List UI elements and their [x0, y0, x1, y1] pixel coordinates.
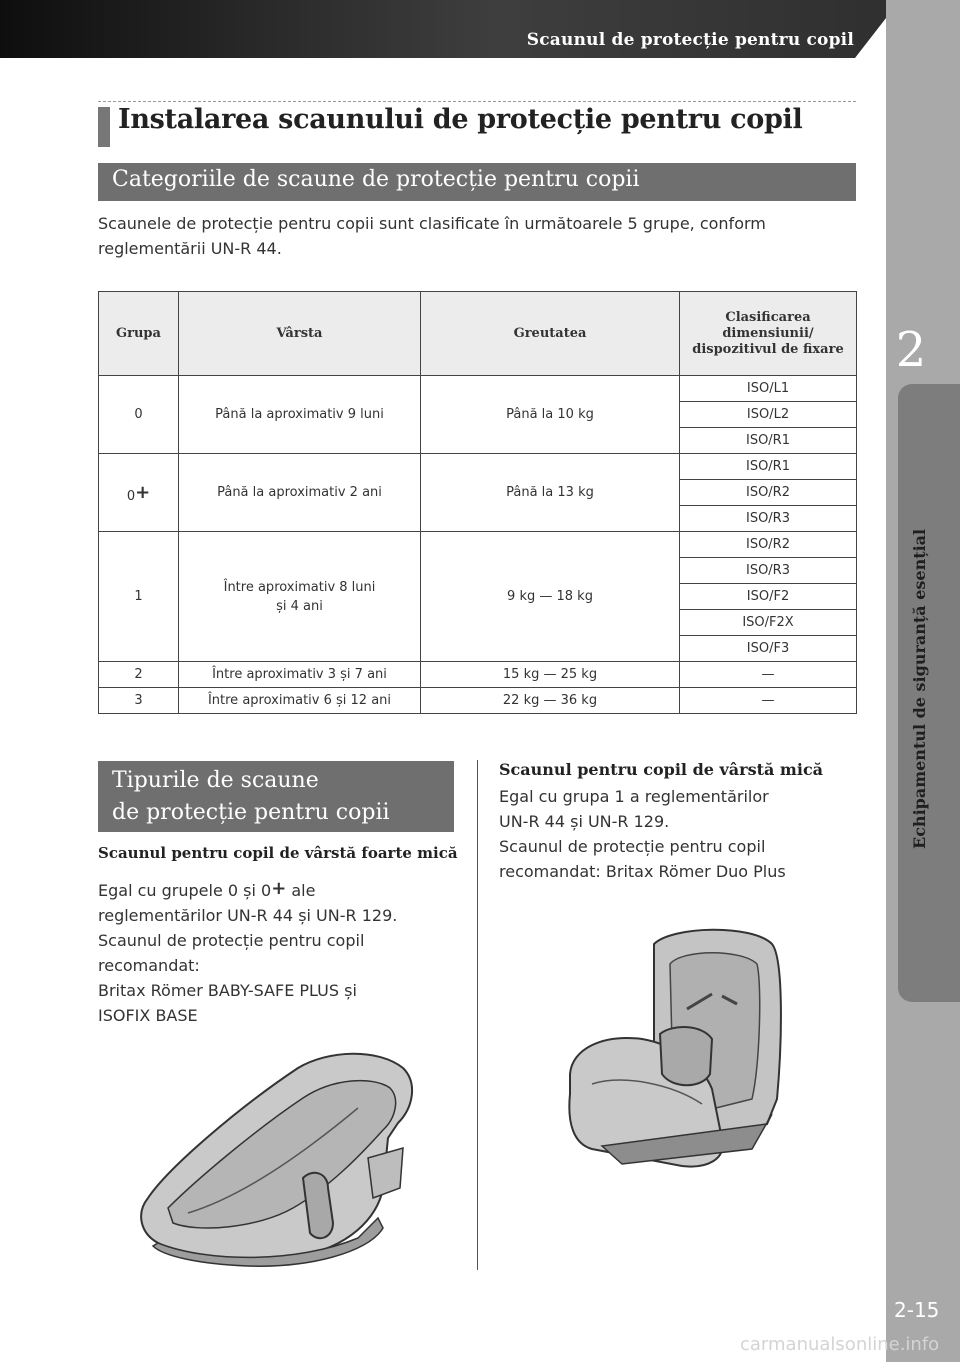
- header-cell: Vârsta: [179, 292, 421, 376]
- infant-seat-title: Scaunul pentru copil de vârstă foarte mică: [98, 844, 458, 862]
- infant-line: recomandat:: [98, 956, 200, 975]
- table-row: [99, 688, 857, 714]
- infant-line: [98, 876, 468, 903]
- running-title: Scaunul de protecție pentru copil: [526, 30, 854, 50]
- table-header-row: [99, 292, 857, 376]
- group-cell: 3: [99, 688, 179, 714]
- age-cell: Până la aproximativ 9 luni: [179, 376, 421, 454]
- infant-line: Scaunul de protecție pentru copil: [98, 931, 365, 950]
- iso-cell: —: [680, 688, 857, 714]
- weight-cell: 22 kg — 36 kg: [421, 688, 680, 714]
- iso-cell: ISO/F2: [680, 584, 857, 610]
- toddler-seat-title: Scaunul pentru copil de vârstă mică: [499, 760, 824, 779]
- age-cell: Între aproximativ 8 luni și 4 ani: [179, 532, 421, 662]
- weight-cell: 15 kg — 25 kg: [421, 662, 680, 688]
- page-title: Instalarea scaunului de protecție pentru copil: [118, 104, 803, 135]
- heading-marker: [98, 107, 110, 147]
- iso-cell: ISO/R1: [680, 428, 857, 454]
- toddler-line: recomandat: Britax Römer Duo Plus: [499, 862, 786, 881]
- group-value: 0: [126, 488, 136, 504]
- iso-cell: ISO/R3: [680, 506, 857, 532]
- toddler-line: UN-R 44 și UN-R 129.: [499, 812, 670, 831]
- types-heading-box: [98, 761, 454, 832]
- group-cell: 0: [99, 376, 179, 454]
- types-heading-line1: Tipurile de scaune: [112, 768, 319, 793]
- infant-line: reglementărilor UN-R 44 și UN-R 129.: [98, 906, 398, 925]
- watermark: carmanualsonline.info: [740, 1334, 940, 1355]
- header-cell: Clasificarea dimensiunii/ dispozitivul de fixare: [680, 292, 857, 376]
- iso-cell: ISO/R2: [680, 532, 857, 558]
- page-number: 2-15: [894, 1298, 940, 1322]
- section-heading-box: [98, 163, 856, 201]
- section-heading: Categoriile de scaune de protecție pentru copii: [112, 167, 640, 192]
- infant-seat-text: [98, 876, 468, 1028]
- infant-line-pre: Egal cu grupele 0 și 0: [98, 881, 272, 900]
- iso-cell: ISO/F2X: [680, 610, 857, 636]
- column-divider: [477, 760, 478, 1270]
- age-cell: Între aproximativ 3 și 7 ani: [179, 662, 421, 688]
- age-cell: Până la aproximativ 2 ani: [179, 454, 421, 532]
- header-cell: Greutatea: [421, 292, 680, 376]
- iso-cell: ISO/L2: [680, 402, 857, 428]
- table-row: [99, 454, 857, 480]
- toddler-line: Scaunul de protecție pentru copil: [499, 837, 766, 856]
- group-table: [98, 291, 857, 714]
- types-heading-line2: de protecție pentru copii: [112, 800, 390, 825]
- weight-cell: Până la 10 kg: [421, 376, 680, 454]
- group-cell: 1: [99, 532, 179, 662]
- plus-sign: +: [271, 878, 287, 899]
- intro-paragraph: Scaunele de protecție pentru copii sunt clasificate în următoarele 5 grupe, conform reglementării UN-R 44.: [98, 214, 766, 258]
- iso-cell: ISO/R3: [680, 558, 857, 584]
- infant-line: Britax Römer BABY-SAFE PLUS și: [98, 981, 357, 1000]
- chapter-title: Echipamentul de siguranță esențial: [910, 528, 929, 849]
- toddler-line: Egal cu grupa 1 a reglementărilor: [499, 787, 769, 806]
- iso-cell: ISO/F3: [680, 636, 857, 662]
- group-cell: 2: [99, 662, 179, 688]
- infant-carrier-illustration: [128, 1048, 420, 1270]
- toddler-seat-text: [499, 784, 859, 884]
- infant-line-post: ale: [286, 881, 316, 900]
- header-cell: Grupa: [99, 292, 179, 376]
- group-cell: [99, 454, 179, 532]
- iso-cell: ISO/R2: [680, 480, 857, 506]
- infant-line: ISOFIX BASE: [98, 1006, 198, 1025]
- weight-cell: Până la 13 kg: [421, 454, 680, 532]
- iso-cell: —: [680, 662, 857, 688]
- weight-cell: 9 kg — 18 kg: [421, 532, 680, 662]
- toddler-seat-illustration: [562, 924, 788, 1174]
- age-cell: Între aproximativ 6 și 12 ani: [179, 688, 421, 714]
- types-heading: [112, 765, 390, 829]
- iso-cell: ISO/L1: [680, 376, 857, 402]
- plus-sign: +: [135, 481, 151, 503]
- chapter-number: 2: [895, 322, 927, 378]
- chapter-tab[interactable]: [898, 384, 960, 1002]
- iso-cell: ISO/R1: [680, 454, 857, 480]
- table-row: [99, 376, 857, 402]
- dotted-divider: [98, 101, 856, 102]
- table-row: [99, 662, 857, 688]
- table-row: [99, 532, 857, 558]
